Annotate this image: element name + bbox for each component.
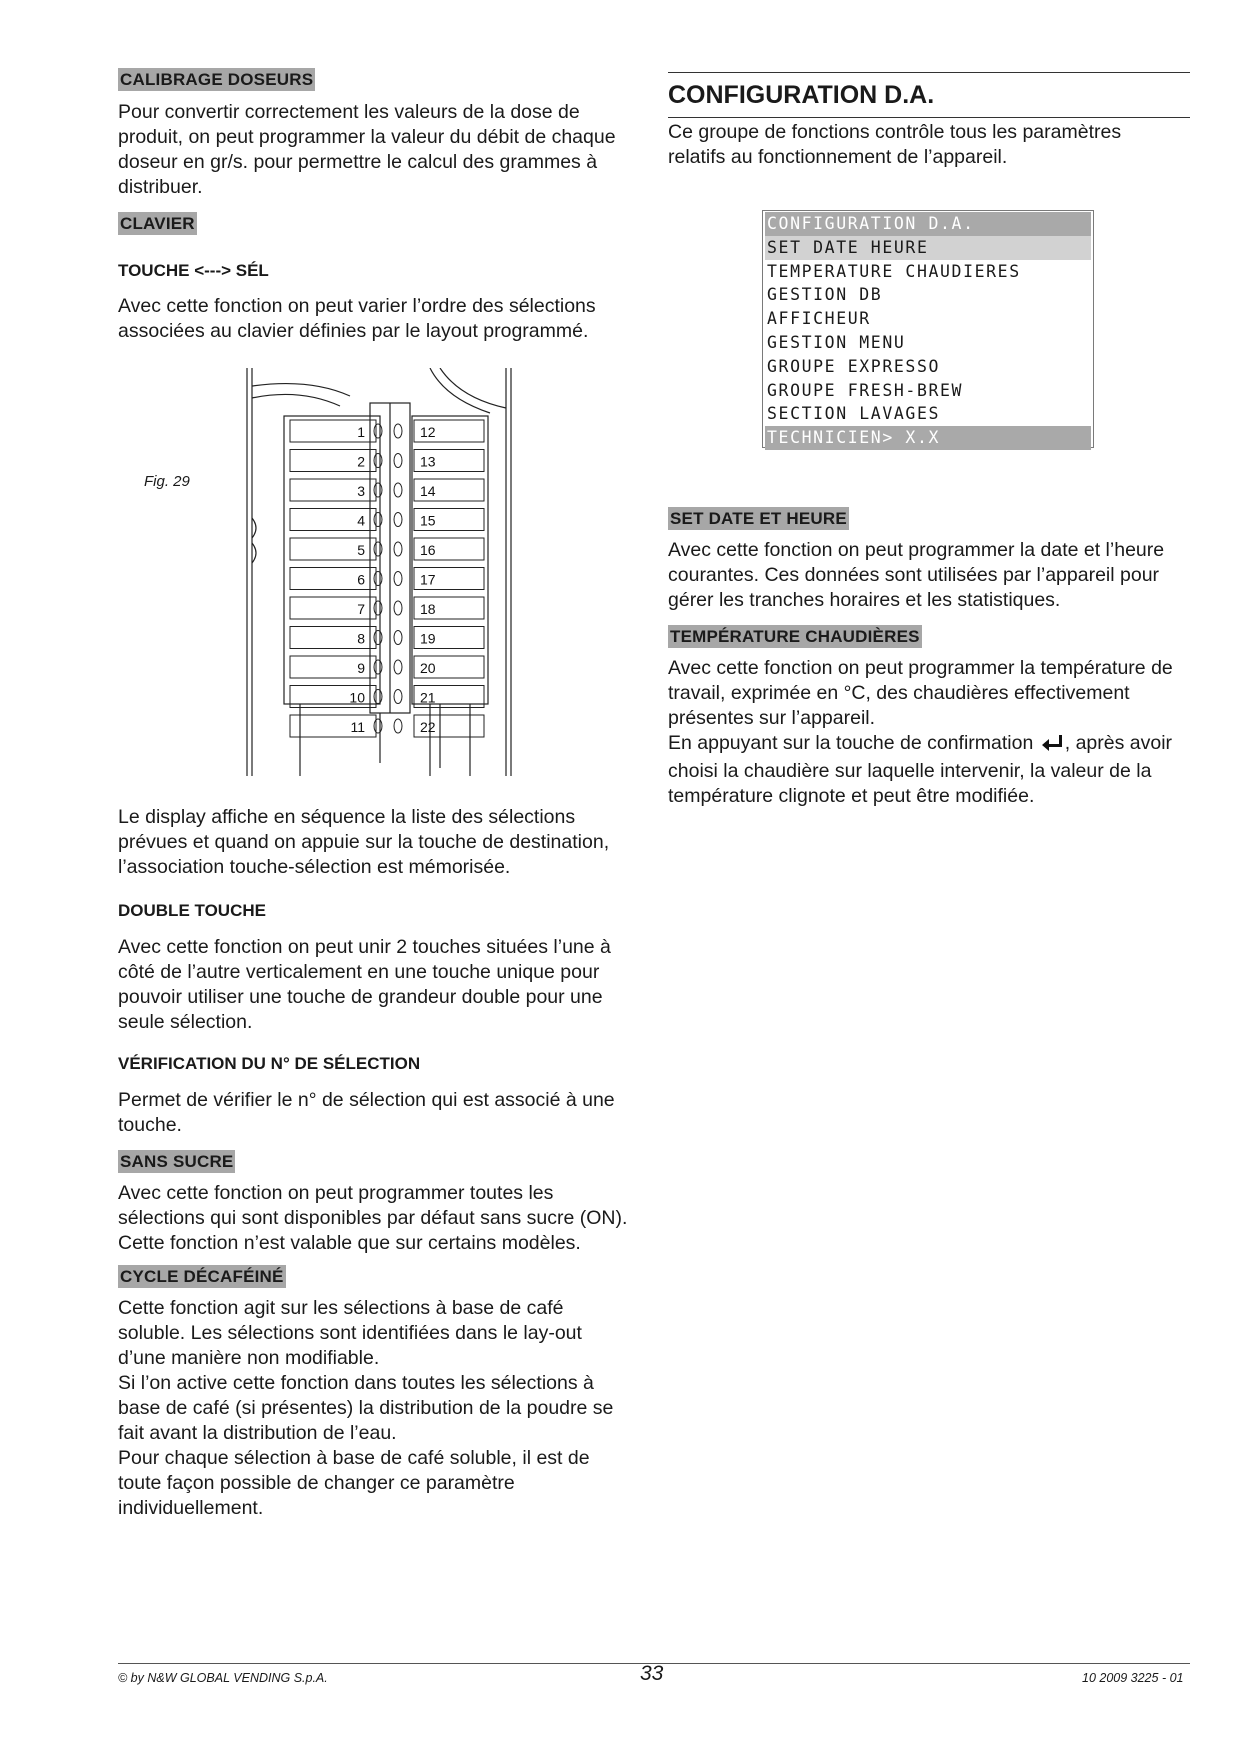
key-number: 10 [349,689,365,706]
temperature-heading: TEMPÉRATURE CHAUDIÈRES [670,627,920,646]
key-number: 19 [420,630,436,647]
key-led [394,542,402,556]
key-number: 20 [420,660,436,676]
figure-caption: Fig. 29 [144,473,190,490]
key-number: 11 [350,719,365,735]
temperature-text-1: Avec cette fonction on peut programmer la température de travail, exprimée en °C, des chaudières effectivement présentes sur l’appareil. [668,657,1173,729]
key-led [394,660,402,674]
configuration-intro: Ce groupe de fonctions contrôle tous les paramètres relatifs au fonctionnement de l’appareil. [668,121,1122,168]
menu-item-gestion-menu[interactable]: GESTION MENU [767,332,906,352]
set-date-heading: SET DATE ET HEURE [670,509,847,528]
key-number: 4 [357,512,365,529]
key-number: 6 [357,571,365,588]
temperature-text-2: En appuyant sur la touche de confirmation , après avoir choisi la chaudière sur laquelle intervenir, la valeur de la température clignote et peut être modifiée. [668,732,1173,807]
key-number: 16 [420,542,436,558]
key-led [394,483,402,497]
key-led [394,513,402,527]
key-number: 14 [420,483,436,499]
key-number: 17 [420,571,436,588]
menu-item-groupe-fresh-brew[interactable]: GROUPE FRESH-BREW [767,380,964,400]
key-led [374,660,382,674]
touche-sel-heading: TOUCHE <---> SÉL [118,261,269,280]
key-led [394,719,402,733]
key-led [394,690,402,704]
key-number: 22 [420,719,436,735]
sans-sucre-text: Avec cette fonction on peut programmer toutes les sélections qui sont disponibles par défaut sans sucre (ON). Cette fonction n’est valable que sur certains modèles. [118,1182,628,1254]
key-number: 13 [420,453,436,470]
footer-code: 10 2009 3225 - 01 [1082,1671,1184,1685]
key-led [394,454,402,468]
key-led [394,631,402,645]
key-led [394,572,402,586]
cycle-text-3: Pour chaque sélection à base de café soluble, il est de toute façon possible de changer ce paramètre individuellement. [118,1447,590,1519]
key-number: 8 [357,630,365,647]
key-number: 2 [357,453,365,470]
calibrage-text: Pour convertir correctement les valeurs de la dose de produit, on peut programmer la valeur du débit de chaque doseur en gr/s. pour permettre le calcul des grammes à distribuer. [118,101,616,198]
key-led [374,483,382,497]
clavier-heading: CLAVIER [120,214,195,233]
key-led [374,631,382,645]
key-number: 3 [357,483,365,499]
menu-item-groupe-expresso[interactable]: GROUPE EXPRESSO [767,356,941,376]
key-led [374,454,382,468]
key-number: 21 [420,689,436,706]
menu-item-temperature-chaudieres[interactable]: TEMPERATURE CHAUDIERES [767,261,1021,281]
key-number: 9 [357,660,365,676]
key-number: 7 [357,601,365,617]
key-led [374,690,382,704]
verification-heading: VÉRIFICATION DU N° DE SÉLECTION [118,1054,421,1073]
key-number: 5 [357,542,365,558]
key-led [394,601,402,615]
key-led [394,424,402,438]
key-number: 18 [420,601,436,617]
calibrage-heading: CALIBRAGE DOSEURS [120,70,314,89]
menu-item-section-lavages[interactable]: SECTION LAVAGES [767,404,941,424]
cycle-heading: CYCLE DÉCAFÉINÉ [120,1267,284,1286]
touche-sel-text: Avec cette fonction on peut varier l’ordre des sélections associées au clavier définies par le layout programmé. [118,295,596,342]
key-number: 12 [420,424,436,440]
key-led [374,719,382,733]
enter-key-icon [1041,734,1063,759]
key-led [374,542,382,556]
sans-sucre-heading: SANS SUCRE [120,1152,234,1171]
key-led [374,601,382,615]
keyboard-drawing [240,368,520,776]
menu-item-gestion-db[interactable]: GESTION DB [767,285,883,305]
menu-footer: TECHNICIEN> X.X [765,426,1091,450]
configuration-title: CONFIGURATION D.A. [668,72,1190,118]
key-led [374,513,382,527]
display-text: Le display affiche en séquence la liste des sélections prévues et quand on appuie sur la touche de destination, l’association touche-sélection est mémorisée. [118,806,610,878]
cycle-text-2: Si l’on active cette fonction dans toutes les sélections à base de café (si présentes) la distribution de la poudre se fait avant la distribution de l’eau. [118,1372,614,1444]
double-touche-text: Avec cette fonction on peut unir 2 touches situées l’une à côté de l’autre verticalement en une touche unique pour pouvoir utiliser une touche de grandeur double pour une seule sélection. [118,936,611,1033]
set-date-text: Avec cette fonction on peut programmer la date et l’heure courantes. Ces données sont utilisées par l’appareil pour gérer les tranches horaires et les statistiques. [668,539,1165,611]
key-number: 1 [357,424,365,440]
keyboard-figure [240,368,520,776]
configuration-menu [762,210,1094,448]
menu-header: CONFIGURATION D.A. [765,212,1091,236]
double-touche-heading: DOUBLE TOUCHE [118,901,266,920]
verification-text: Permet de vérifier le n° de sélection qui est associé à une touche. [118,1089,615,1136]
key-led [374,572,382,586]
footer-copyright: © by N&W GLOBAL VENDING S.p.A. [118,1671,328,1685]
page-number: 33 [640,1662,664,1685]
key-led [374,424,382,438]
menu-item-set-date-heure[interactable]: SET DATE HEURE [765,236,1091,260]
key-number: 15 [420,512,436,529]
menu-item-afficheur[interactable]: AFFICHEUR [767,309,871,329]
cycle-text-1: Cette fonction agit sur les sélections à base de café soluble. Les sélections sont identifiées dans le lay-out d’une manière non modifiable. [118,1297,582,1369]
